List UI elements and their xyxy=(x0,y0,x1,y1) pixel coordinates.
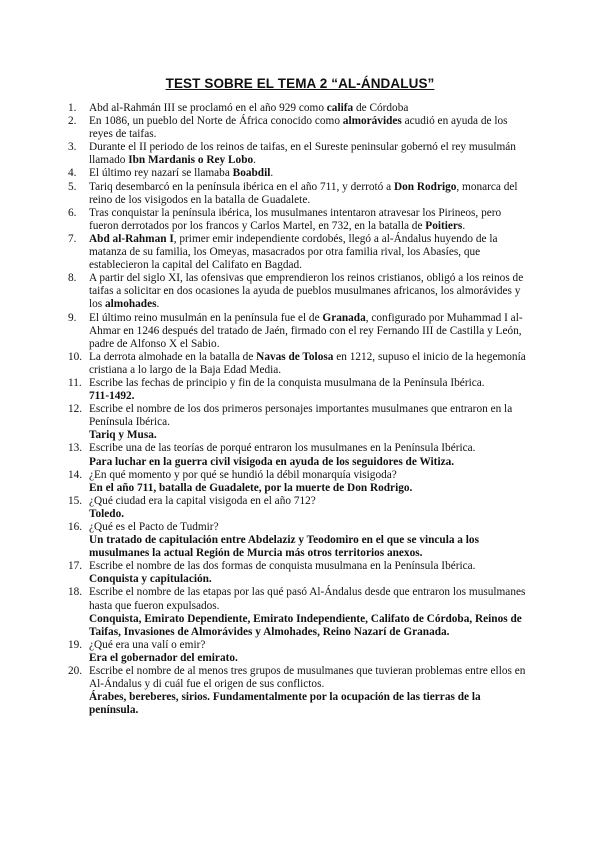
question-text-segment: acudió en ayuda de los reyes de taifas. xyxy=(89,115,508,141)
question-text xyxy=(89,403,512,428)
question-text xyxy=(89,377,485,389)
question-number: 17. xyxy=(68,560,83,573)
question-text xyxy=(89,141,516,166)
question-item xyxy=(68,560,528,586)
question-item xyxy=(68,272,528,311)
answer-keyword: Poitiers xyxy=(425,219,463,232)
question-text xyxy=(89,233,498,271)
question-item xyxy=(68,639,528,665)
question-text-segment: . xyxy=(270,167,274,180)
question-text xyxy=(89,207,501,232)
question-text-segment: en 1212, supuso el inicio de la hegemonía cristiana a lo largo de la Baja Edad Media. xyxy=(89,350,526,376)
question-item xyxy=(68,233,528,272)
answer-keyword: almohades xyxy=(105,298,157,311)
answer-text: En el año 711, batalla de Guadalete, por la muerte de Don Rodrigo. xyxy=(89,481,413,494)
question-text xyxy=(89,586,525,611)
question-text-segment: El último reino musulmán en la península fue el de xyxy=(89,311,323,324)
question-number: 11. xyxy=(68,376,82,389)
question-text xyxy=(89,639,205,651)
answer-keyword: califa xyxy=(326,102,354,114)
question-text xyxy=(89,665,525,690)
question-text-segment: Tras conquistar la península ibérica, los musulmanes intentaron atravesar los Pirineos, pero fueron derrotados por los francos y Carlos Martel, en 732, en la batalla de xyxy=(89,206,502,232)
answer-text: 711-1492. xyxy=(89,390,135,403)
answer-text: Era el gobernador del emirato. xyxy=(89,651,238,664)
question-item xyxy=(68,521,528,560)
answer-keyword: Abd al-Rahman I xyxy=(89,232,174,245)
question-text-segment: Escribe el nombre de las etapas por las qué pasó Al-Ándalus desde que entraron los musulmanes hasta que fueron expulsados. xyxy=(89,586,526,612)
question-text-segment: Escribe las fechas de principio y fin de la conquista musulmana de la Península Ibérica. xyxy=(89,376,485,389)
question-text-segment: , monarca del reino de los visigodos en la batalla de Guadalete. xyxy=(89,180,518,206)
question-list xyxy=(68,102,528,717)
question-text-segment: ¿Qué era una valí o emir? xyxy=(89,638,206,651)
answer-text: Para luchar en la guerra civil visigoda en ayuda de los seguidores de Witiza. xyxy=(89,455,455,468)
question-number: 9. xyxy=(68,311,77,324)
question-text xyxy=(89,521,219,533)
question-number: 7. xyxy=(68,232,77,245)
question-text xyxy=(89,181,518,206)
question-number: 16. xyxy=(68,521,83,533)
question-number: 12. xyxy=(68,403,83,416)
question-number: 3. xyxy=(68,141,77,154)
question-item xyxy=(68,377,528,403)
question-text xyxy=(89,442,475,454)
question-number: 5. xyxy=(68,180,77,193)
question-item xyxy=(68,312,528,351)
question-text-segment: ¿En qué momento y por qué se hundió la débil monarquía visigoda? xyxy=(89,468,397,481)
question-text xyxy=(89,495,316,507)
question-text xyxy=(89,560,476,572)
answer-text: Conquista y capitulación. xyxy=(89,573,212,586)
question-text-segment: Escribe el nombre de los dos primeros personajes importantes musulmanes que entraron en la Península Ibérica. xyxy=(89,403,513,429)
question-text-segment: , configurado por Muhammad I al-Ahmar en 1246 después del tratado de Jaén, firmado con el rey Fernando III de Castilla y León, padre de Alfonso X el Sabio. xyxy=(89,311,523,350)
page-title: TEST SOBRE EL TEMA 2 “AL-ÁNDALUS” xyxy=(165,76,435,91)
question-number: 13. xyxy=(68,442,83,455)
answer-text: Conquista, Emirato Dependiente, Emirato Independiente, Califato de Córdoba, Reinos de Taifas, Invasiones de Almorávides y Almohades, Reino Nazarí de Granada. xyxy=(89,612,522,638)
question-number: 1. xyxy=(68,102,77,114)
question-text-segment: Durante el II periodo de los reinos de taifas, en el Sureste peninsular gobernó el rey musulmán llamado xyxy=(89,141,516,167)
question-text-segment: A partir del siglo XI, las ofensivas que emprendieron los reinos cristianos, obligó a los reinos de taifas a solicitar en dos ocasiones la ayuda de pueblos musulmanes africanos, los almorávides y los xyxy=(89,272,524,311)
question-number: 20. xyxy=(68,665,83,678)
question-text-segment: , primer emir independiente cordobés, llegó a al-Ándalus huyendo de la matanza de su familia, los Omeyas, masacrados por otra familia rival, los Abasíes, que establecieron la capital del Califato en Bagdad. xyxy=(89,232,498,272)
question-text-segment: En 1086, un pueblo del Norte de África conocido como xyxy=(89,115,343,128)
question-text-segment: La derrota almohade en la batalla de xyxy=(89,350,257,363)
question-text xyxy=(89,312,523,350)
question-item xyxy=(68,469,528,495)
question-text-segment: Abd al-Rahmán III se proclamó en el año 929 como xyxy=(89,102,327,114)
question-text xyxy=(89,167,273,179)
question-number: 6. xyxy=(68,206,77,219)
question-item xyxy=(68,141,528,167)
question-item xyxy=(68,442,528,468)
answer-keyword: Ibn Mardanis o Rey Lobo xyxy=(128,154,254,167)
question-item xyxy=(68,181,528,207)
question-text xyxy=(89,351,526,376)
question-item xyxy=(68,115,528,141)
question-item xyxy=(68,495,528,521)
question-item xyxy=(68,586,528,638)
question-text-segment: Escribe el nombre de las dos formas de conquista musulmana en la Península Ibérica. xyxy=(89,560,476,573)
answer-keyword: Navas de Tolosa xyxy=(256,350,334,363)
question-text-segment: . xyxy=(462,219,466,232)
question-text-segment: . xyxy=(253,154,256,167)
answer-text: Árabes, bereberes, sirios. Fundamentalmente por la ocupación de las tierras de la península. xyxy=(89,691,481,717)
question-number: 15. xyxy=(68,494,83,507)
question-text-segment: Escribe una de las teorías de porqué entraron los musulmanes en la Península Ibérica. xyxy=(89,442,476,455)
question-text xyxy=(89,272,523,310)
question-number: 2. xyxy=(68,115,77,128)
question-number: 4. xyxy=(68,167,77,180)
question-text xyxy=(89,102,408,114)
answer-text: Toledo. xyxy=(89,507,125,520)
answer-keyword: Boabdil xyxy=(232,167,271,180)
question-text-segment: de Córdoba xyxy=(353,102,409,114)
question-item xyxy=(68,351,528,377)
question-text-segment: Tariq desembarcó en la península ibérica en el año 711, y derrotó a xyxy=(89,180,394,193)
answer-keyword: almorávides xyxy=(342,115,402,128)
question-text-segment: . xyxy=(156,298,160,311)
question-number: 14. xyxy=(68,468,83,481)
question-text xyxy=(89,469,397,481)
question-text-segment: Escribe el nombre de al menos tres grupos de musulmanes que tuvieran problemas entre ellos en Al-Ándalus y di cuál fue el origen de sus conflictos. xyxy=(89,665,526,691)
answer-keyword: Don Rodrigo xyxy=(393,180,457,193)
question-item xyxy=(68,403,528,442)
answer-text: Tariq y Musa. xyxy=(89,429,157,442)
question-item xyxy=(68,207,528,233)
question-text-segment: ¿Qué es el Pacto de Tudmir? xyxy=(89,521,219,533)
question-item xyxy=(68,665,528,717)
question-text-segment: El último rey nazarí se llamaba xyxy=(89,167,233,180)
question-number: 19. xyxy=(68,638,83,651)
question-number: 18. xyxy=(68,586,83,599)
question-number: 10. xyxy=(68,350,83,363)
question-item xyxy=(68,102,528,115)
answer-keyword: Granada xyxy=(322,311,366,324)
answer-text: Un tratado de capitulación entre Abdelaziz y Teodomiro en el que se vincula a los musulmanes la actual Región de Murcia más otros territorios anexos. xyxy=(89,534,479,560)
question-number: 8. xyxy=(68,272,77,285)
question-text-segment: ¿Qué ciudad era la capital visigoda en el año 712? xyxy=(89,494,316,507)
question-text xyxy=(89,115,508,140)
question-item xyxy=(68,167,528,180)
